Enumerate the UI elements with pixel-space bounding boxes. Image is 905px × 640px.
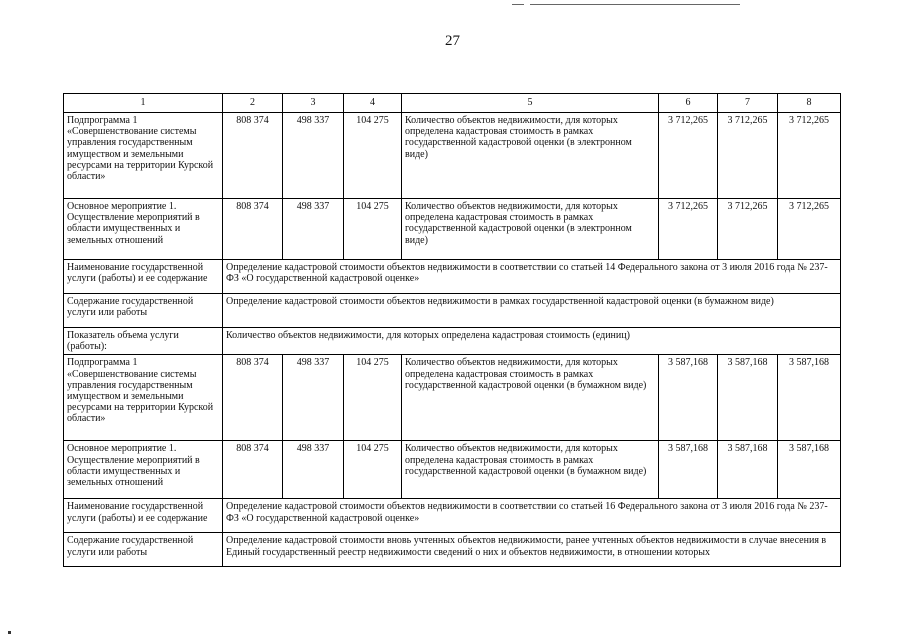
value-cell: 3 712,265 (718, 199, 778, 260)
table-row (64, 355, 841, 441)
row-label-cell: Содержание государственной услуги или работы (64, 533, 223, 567)
indicator-cell: Количество объектов недвижимости, для которых определена кадастровая стоимость в рамках государственной кадастровой оценки (в бумажном виде) (402, 355, 659, 441)
program-name-cell: Основное мероприятие 1. Осуществление мероприятий в области имущественных и земельных отношений (64, 199, 223, 260)
page-number: 27 (445, 33, 460, 49)
value-cell: 3 712,265 (718, 113, 778, 199)
value-cell: 498 337 (283, 355, 344, 441)
table-row (64, 441, 841, 499)
value-cell: 498 337 (283, 441, 344, 499)
value-cell: 3 712,265 (659, 113, 718, 199)
indicator-cell: Количество объектов недвижимости, для которых определена кадастровая стоимость в рамках государственной кадастровой оценки (в бумажном виде) (402, 441, 659, 499)
value-cell: 3 587,168 (778, 441, 841, 499)
top-rule-long (530, 4, 740, 5)
row-label-cell: Наименование государственной услуги (работы) и ее содержание (64, 499, 223, 533)
value-cell: 3 587,168 (718, 441, 778, 499)
header-cell: 4 (344, 94, 402, 113)
header-cell: 7 (718, 94, 778, 113)
table-header-row (64, 94, 841, 113)
value-cell: 104 275 (344, 199, 402, 260)
value-cell: 498 337 (283, 113, 344, 199)
header-cell: 6 (659, 94, 718, 113)
value-cell: 808 374 (223, 355, 283, 441)
value-cell: 104 275 (344, 113, 402, 199)
table-row (64, 533, 841, 567)
value-cell: 3 587,168 (659, 355, 718, 441)
scan-speck (8, 631, 11, 634)
row-label-cell: Содержание государственной услуги или работы (64, 294, 223, 328)
value-cell: 498 337 (283, 199, 344, 260)
value-cell: 808 374 (223, 441, 283, 499)
row-content-cell: Определение кадастровой стоимости объектов недвижимости в соответствии со статьей 14 Федерального закона от 3 июля 2016 года № 237-ФЗ «О государственной кадастровой оценке» (223, 260, 841, 294)
indicator-cell: Количество объектов недвижимости, для которых определена кадастровая стоимость в рамках государственной кадастровой оценки (в электронном виде) (402, 199, 659, 260)
table-row (64, 499, 841, 533)
program-name-cell: Подпрограмма 1 «Совершенствование системы управления государственным имуществом и земельными ресурсами на территории Курской области» (64, 355, 223, 441)
table-row (64, 328, 841, 355)
row-content-cell: Определение кадастровой стоимости объектов недвижимости в соответствии со статьей 16 Федерального закона от 3 июля 2016 года № 237-ФЗ «О государственной кадастровой оценке» (223, 499, 841, 533)
value-cell: 808 374 (223, 113, 283, 199)
value-cell: 3 587,168 (659, 441, 718, 499)
program-name-cell: Основное мероприятие 1. Осуществление мероприятий в области имущественных и земельных отношений (64, 441, 223, 499)
value-cell: 3 712,265 (778, 113, 841, 199)
value-cell: 104 275 (344, 355, 402, 441)
header-cell: 2 (223, 94, 283, 113)
value-cell: 3 712,265 (778, 199, 841, 260)
value-cell: 104 275 (344, 441, 402, 499)
header-cell: 3 (283, 94, 344, 113)
table-row (64, 113, 841, 199)
value-cell: 808 374 (223, 199, 283, 260)
table-row (64, 260, 841, 294)
top-rule-short (512, 4, 524, 5)
program-name-cell: Подпрограмма 1 «Совершенствование системы управления государственным имуществом и земельными ресурсами на территории Курской области» (64, 113, 223, 199)
table-row (64, 294, 841, 328)
table-row (64, 199, 841, 260)
value-cell: 3 587,168 (778, 355, 841, 441)
row-label-cell: Показатель объема услуги (работы): (64, 328, 223, 355)
row-label-cell: Наименование государственной услуги (работы) и ее содержание (64, 260, 223, 294)
header-cell: 8 (778, 94, 841, 113)
value-cell: 3 587,168 (718, 355, 778, 441)
row-content-cell: Количество объектов недвижимости, для которых определена кадастровая стоимость (единиц) (223, 328, 841, 355)
row-content-cell: Определение кадастровой стоимости вновь учтенных объектов недвижимости, ранее учтенных объектов недвижимости в случае внесения в Единый государственный реестр недвижимости сведений о них и объектов недвижимости, в отношении которых (223, 533, 841, 567)
indicator-cell: Количество объектов недвижимости, для которых определена кадастровая стоимость в рамках государственной кадастровой оценки (в электронном виде) (402, 113, 659, 199)
document-table (63, 93, 841, 567)
row-content-cell: Определение кадастровой стоимости объектов недвижимости в рамках государственной кадастровой оценки (в бумажном виде) (223, 294, 841, 328)
header-cell: 1 (64, 94, 223, 113)
header-cell: 5 (402, 94, 659, 113)
value-cell: 3 712,265 (659, 199, 718, 260)
